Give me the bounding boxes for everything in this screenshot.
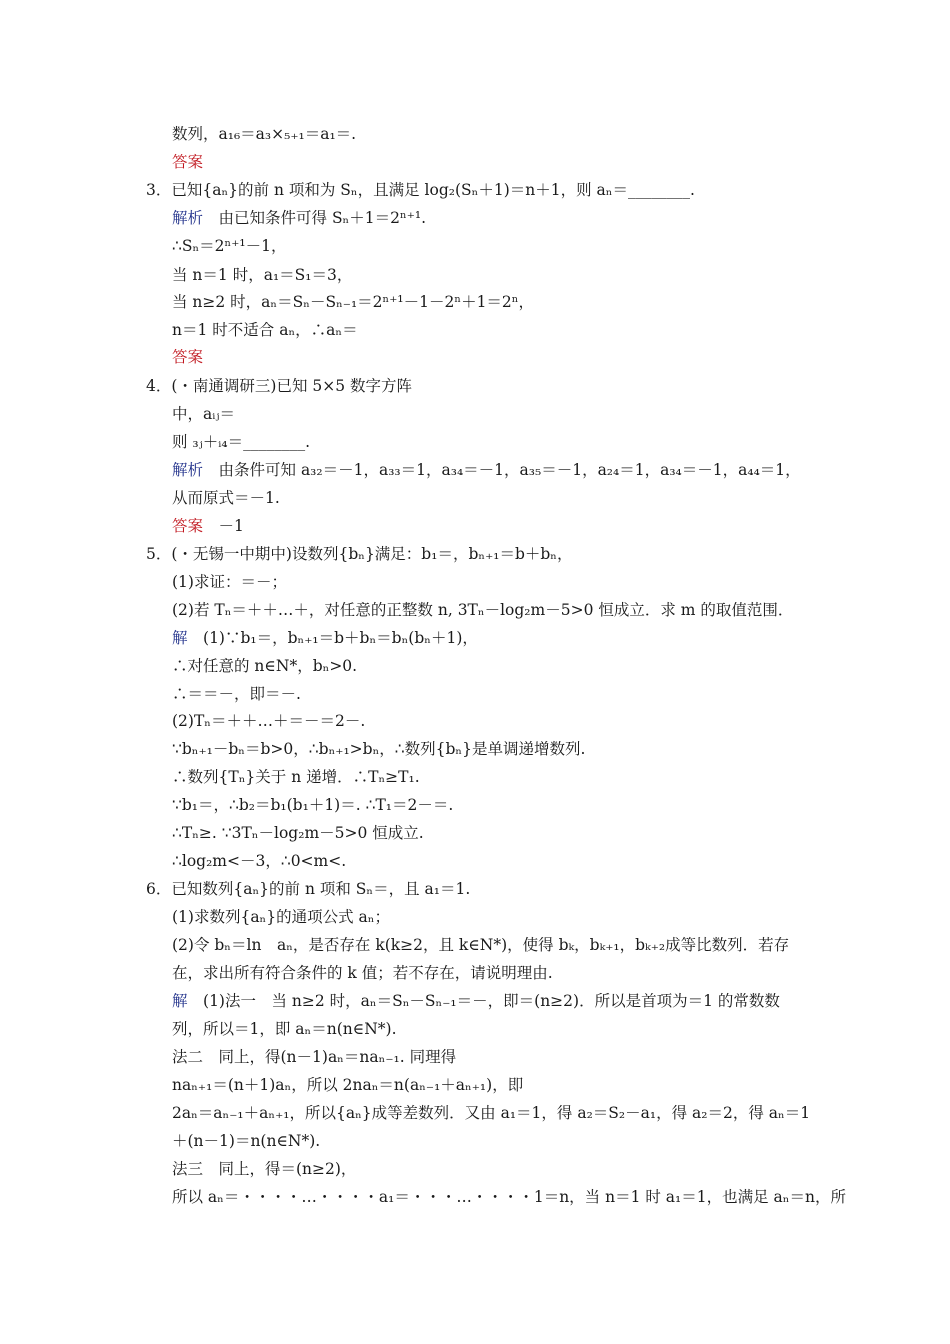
line-text: 6．已知数列{aₙ}的前 n 项和 Sₙ＝，且 a₁＝1. [146, 880, 471, 898]
text-line [146, 544, 573, 566]
text-line [172, 739, 585, 761]
line-text: (1)∵b₁＝，bₙ₊₁＝b＋bₙ＝bₙ(bₙ＋1)， [187, 629, 478, 647]
line-text: 当 n＝1 时，a₁＝S₁＝3， [172, 266, 353, 284]
line-text: 2aₙ＝aₙ₋₁＋aₙ₊₁，所以{aₙ}成等差数列．又由 a₁＝1，得 a₂＝S₂－a₁，得 a₂＝2，得 aₙ＝1 [172, 1104, 811, 1122]
text-line [172, 347, 203, 369]
text-line [172, 516, 244, 538]
text-line [172, 935, 789, 957]
text-line [172, 1075, 523, 1097]
line-text: 则 ₃ⱼ＋ᵢ₄＝________. [172, 433, 310, 451]
text-line [172, 767, 420, 789]
text-line [146, 879, 470, 901]
line-text: naₙ₊₁＝(n＋1)aₙ，所以 2naₙ＝n(aₙ₋₁＋aₙ₊₁)，即 [172, 1076, 524, 1094]
text-line [172, 963, 553, 985]
text-line [172, 628, 478, 650]
text-line [172, 1047, 456, 1069]
text-line [146, 376, 412, 398]
line-text: 数列，a₁₆＝a₃×₅₊₁＝a₁＝. [172, 125, 357, 143]
text-line [172, 711, 365, 733]
line-text: 4．(・南通调研三)已知 5×5 数字方阵 [146, 377, 413, 395]
text-line [172, 991, 780, 1013]
line-text: ∴Tₙ≥. ∵3Tₙ－log₂m－5>0 恒成立. [172, 824, 424, 842]
text-line [172, 600, 793, 622]
solution-label: 解析 [172, 209, 204, 227]
answer-label: 答案 [172, 348, 204, 366]
text-line [172, 404, 235, 426]
line-text: ＋(n－1)＝n(n∈N*). [172, 1132, 321, 1150]
line-text: (2)若 Tₙ＝＋＋…＋，对任意的正整数 n, 3Tₙ－log₂m－5>0 恒成立．求 m 的取值范围． [172, 601, 794, 619]
line-text: 5．(・无锡一中期中)设数列{bₙ}满足：b₁＝，bₙ₊₁＝b＋bₙ， [146, 545, 573, 563]
text-line [172, 907, 390, 929]
text-line [172, 460, 801, 482]
text-line [172, 124, 356, 146]
text-line [172, 292, 534, 314]
text-line [172, 208, 426, 230]
line-text: ∴数列{Tₙ}关于 n 递增．∴Tₙ≥T₁. [172, 768, 420, 786]
line-text: 法二 同上，得(n－1)aₙ＝naₙ₋₁. 同理得 [172, 1048, 457, 1066]
text-line [146, 180, 695, 202]
line-text: 3．已知{aₙ}的前 n 项和为 Sₙ，且满足 log₂(Sₙ＋1)＝n＋1，则 aₙ＝________. [146, 181, 695, 199]
line-text: 所以 aₙ＝・・・・…・・・・a₁＝・・・…・・・・1＝n，当 n＝1 时 a₁＝1，也满足 aₙ＝n，所 [172, 1188, 846, 1206]
text-line [172, 1131, 320, 1153]
line-text: (1)求数列{aₙ}的通项公式 aₙ； [172, 908, 390, 926]
text-line [172, 1159, 356, 1181]
text-line [172, 851, 346, 873]
text-line [172, 1103, 810, 1125]
text-line [172, 572, 287, 594]
text-line [172, 823, 424, 845]
text-line [172, 1187, 846, 1209]
answer-label: 答案 [172, 153, 204, 171]
line-text: 由条件可知 a₃₂＝－1，a₃₃＝1，a₃₄＝－1，a₃₅＝－1，a₂₄＝1，a₃₄＝－1，a₄₄＝1， [203, 461, 801, 479]
line-text: n＝1 时不适合 aₙ，∴aₙ＝ [172, 321, 358, 339]
text-line [172, 684, 301, 706]
line-text: 中，aᵢⱼ＝ [172, 405, 235, 423]
line-text: －1 [203, 517, 244, 535]
text-line [172, 488, 280, 510]
line-text: 列，所以＝1，即 aₙ＝n(n∈N*). [172, 1020, 397, 1038]
line-text: (1)法一 当 n≥2 时，aₙ＝Sₙ－Sₙ₋₁＝－，即＝(n≥2)．所以是首项为＝1 的常数数 [187, 992, 780, 1010]
line-text: (1)求证：＝－； [172, 573, 287, 591]
line-text: (2)Tₙ＝＋＋…＋＝－＝2－. [172, 712, 366, 730]
text-line [172, 795, 453, 817]
text-line [172, 320, 358, 342]
text-line [172, 152, 203, 174]
text-line [172, 236, 287, 258]
text-line [172, 1019, 397, 1041]
solution-label: 解 [172, 992, 188, 1010]
line-text: 法三 同上，得＝(n≥2)， [172, 1160, 357, 1178]
line-text: ∴对任意的 n∈N*，bₙ>0. [172, 657, 358, 675]
text-line [172, 432, 310, 454]
line-text: ∴＝＝－，即＝－. [172, 685, 301, 703]
line-text: 从而原式＝－1. [172, 489, 280, 507]
line-text: ∵bₙ₊₁－bₙ＝b>0，∴bₙ₊₁>bₙ，∴数列{bₙ}是单调递增数列. [172, 740, 586, 758]
solution-label: 解析 [172, 461, 204, 479]
line-text: ∴log₂m<－3，∴0<m<. [172, 852, 347, 870]
line-text: (2)令 bₙ＝ln aₙ，是否存在 k(k≥2，且 k∈N*)，使得 bₖ，bₖ₊₁，bₖ₊₂成等比数列．若存 [172, 936, 790, 954]
line-text: ∴Sₙ＝2ⁿ⁺¹－1， [172, 237, 287, 255]
line-text: 由已知条件可得 Sₙ＋1＝2ⁿ⁺¹. [203, 209, 427, 227]
answer-label: 答案 [172, 517, 204, 535]
text-line [172, 656, 357, 678]
text-line [172, 265, 352, 287]
line-text: 当 n≥2 时，aₙ＝Sₙ－Sₙ₋₁＝2ⁿ⁺¹－1－2ⁿ＋1＝2ⁿ， [172, 293, 534, 311]
line-text: 在，求出所有符合条件的 k 值；若不存在，请说明理由. [172, 964, 553, 982]
line-text: ∵b₁＝，∴b₂＝b₁(b₁＋1)＝. ∴T₁＝2－＝. [172, 796, 454, 814]
solution-label: 解 [172, 629, 188, 647]
